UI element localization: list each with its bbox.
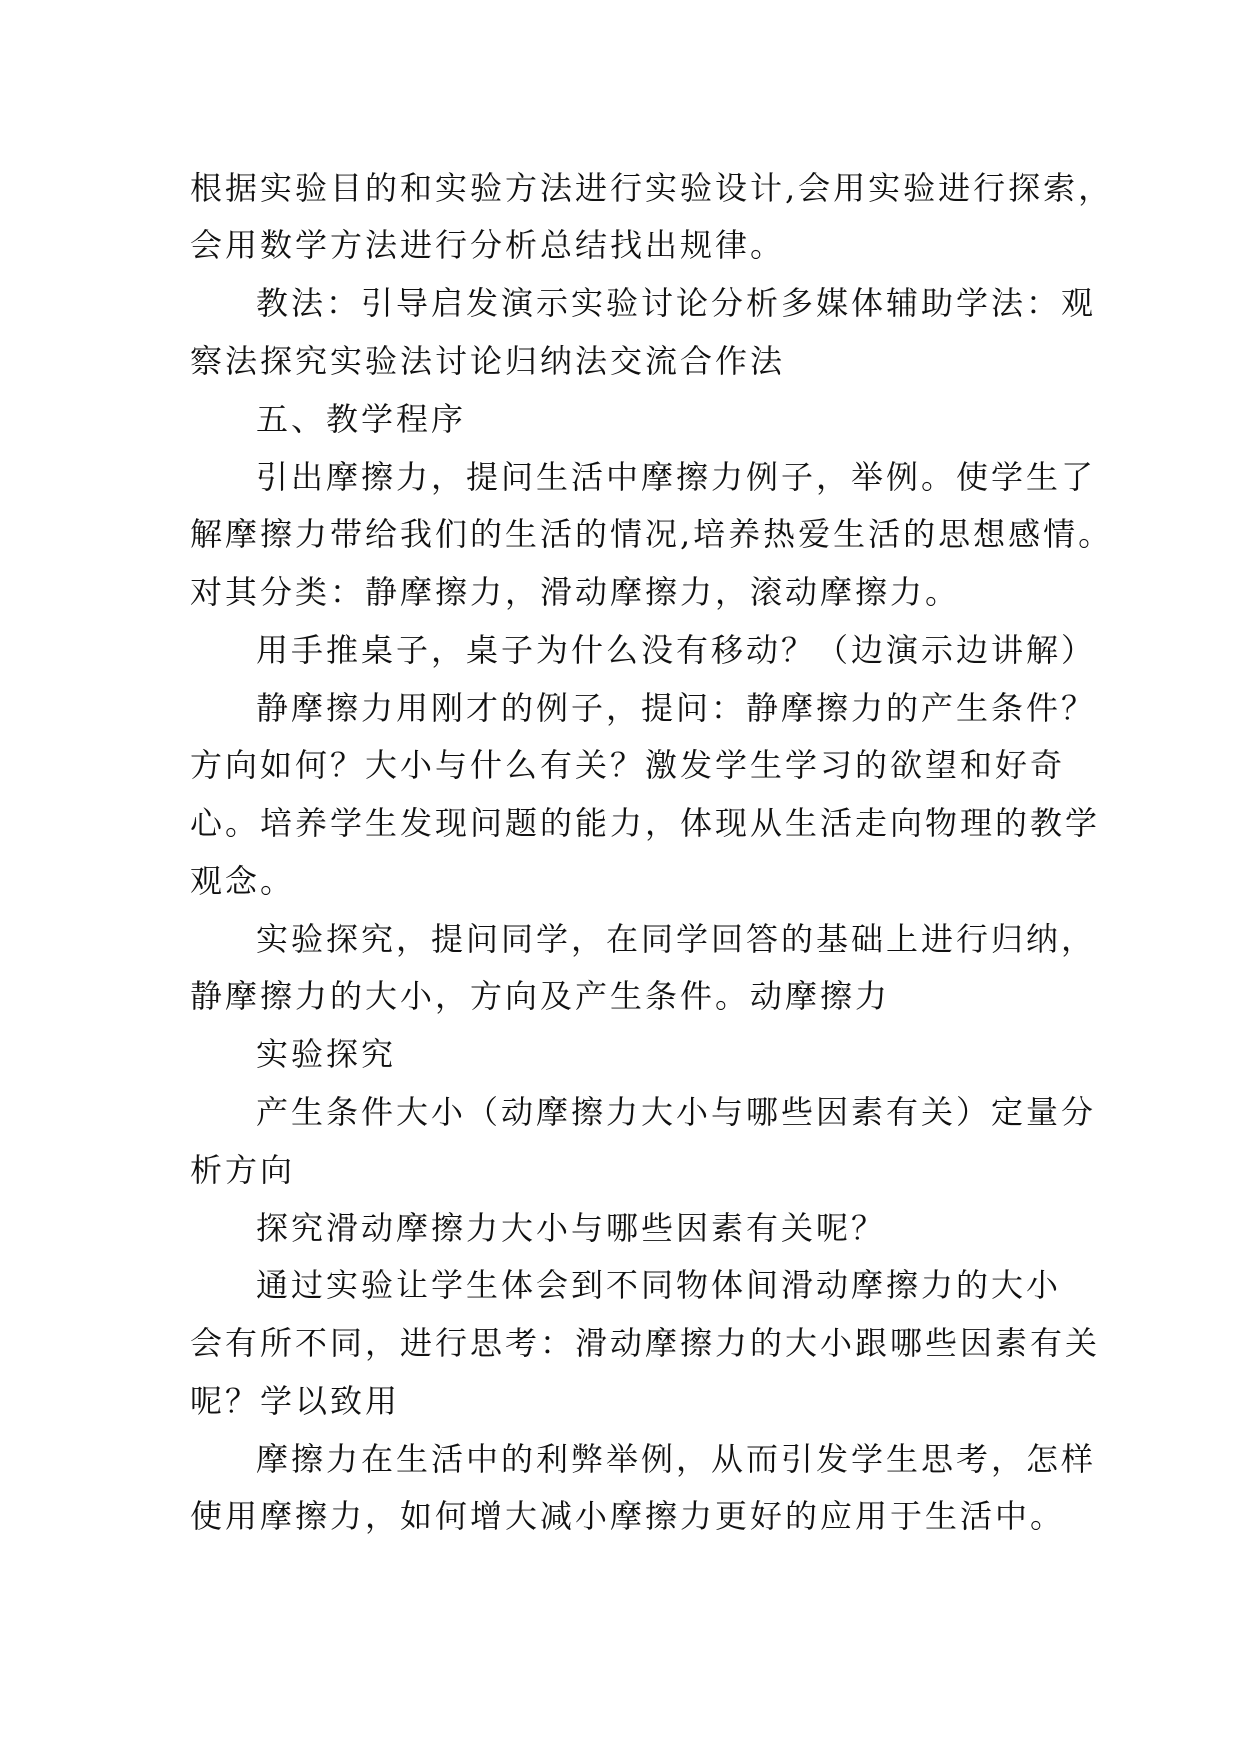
paragraph-line: 心。培养学生发现问题的能力，体现从生活走向物理的教学 [190,804,1101,842]
paragraph-line: 静摩擦力用刚才的例子，提问：静摩擦力的产生条件？ [256,689,1097,727]
paragraph-line: 引出摩擦力，提问生活中摩擦力例子，举例。使学生了 [256,458,1097,496]
paragraph-line: 探究滑动摩擦力大小与哪些因素有关呢？ [256,1209,887,1247]
paragraph-line: 呢？学以致用 [190,1382,401,1420]
paragraph-line: 通过实验让学生体会到不同物体间滑动摩擦力的大小 [256,1266,1062,1304]
paragraph-line: 教法：引导启发演示实验讨论分析多媒体辅助学法：观 [256,284,1097,322]
paragraph-line: 解摩擦力带给我们的生活的情况,培养热爱生活的思想感情。 [190,515,1114,553]
paragraph-line: 会用数学方法进行分析总结找出规律。 [190,226,786,264]
paragraph-line: 会有所不同，进行思考：滑动摩擦力的大小跟哪些因素有关 [190,1324,1101,1362]
paragraph-line: 实验探究，提问同学，在同学回答的基础上进行归纳， [256,920,1097,958]
paragraph-line: 方向如何？大小与什么有关？激发学生学习的欲望和好奇 [190,746,1066,784]
paragraph-line: 根据实验目的和实验方法进行实验设计,会用实验进行探索， [190,169,1114,207]
section-heading: 五、教学程序 [256,400,467,438]
paragraph-line: 摩擦力在生活中的利弊举例，从而引发学生思考，怎样 [256,1440,1097,1478]
paragraph-line: 静摩擦力的大小，方向及产生条件。动摩擦力 [190,977,891,1015]
paragraph-line: 产生条件大小（动摩擦力大小与哪些因素有关）定量分 [256,1093,1097,1131]
paragraph-line: 观念。 [190,862,296,900]
paragraph-line: 察法探究实验法讨论归纳法交流合作法 [190,342,786,380]
paragraph-line: 实验探究 [256,1035,397,1073]
paragraph-line: 对其分类：静摩擦力，滑动摩擦力，滚动摩擦力。 [190,573,961,611]
paragraph-line: 使用摩擦力，如何增大减小摩擦力更好的应用于生活中。 [190,1497,1066,1535]
paragraph-line: 析方向 [190,1151,296,1189]
paragraph-line: 用手推桌子，桌子为什么没有移动？（边演示边讲解） [256,631,1097,669]
